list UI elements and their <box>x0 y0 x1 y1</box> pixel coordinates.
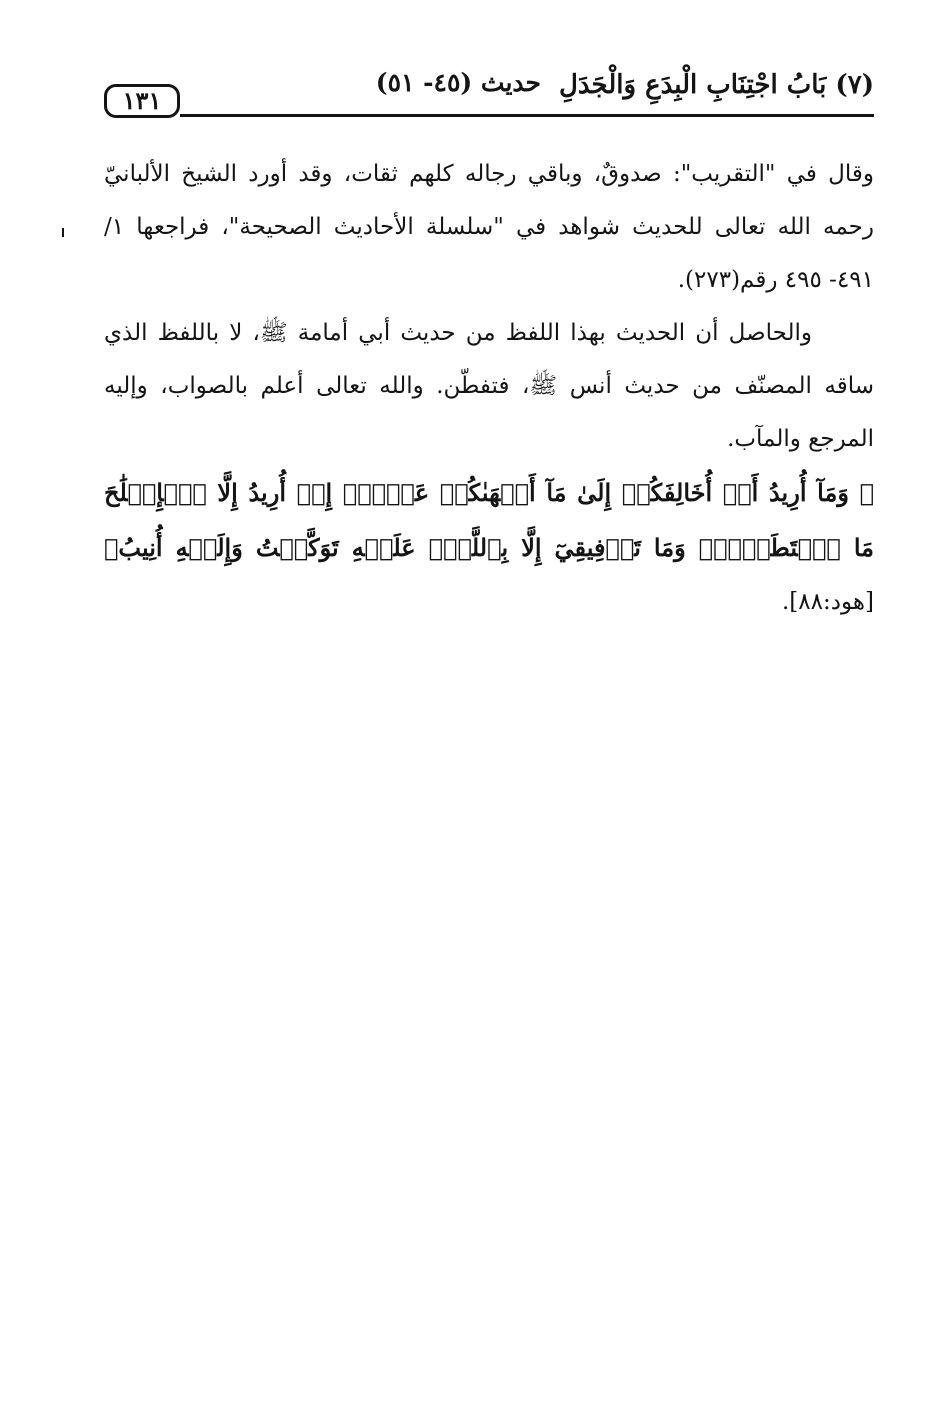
hadith-range: حديث (٤٥- ٥١) <box>375 68 541 97</box>
paragraph-conclusion: والحاصل أن الحديث بهذا اللفظ من حديث أبي أمامة ﷺ، لا باللفظ الذي ساقه المصنّف من حديث أنس ﷺ، فتفطّن. والله تعالى أعلم بالصواب، وإليه المرجع والمآب. <box>104 320 874 452</box>
paragraph-takhrij: وقال في "التقريب": صدوقٌ، وباقي رجاله كلهم ثقات، وقد أورد الشيخ الألبانيّ رحمه الله تعالى للحديث شواهد في "سلسلة الأحاديث الصحيحة"، فراجعها ١/ ٤٩١- ٤٩٥ رقم(٢٧٣). <box>104 161 874 293</box>
quran-verse-block <box>104 466 874 629</box>
quran-verse: ﴿ وَمَآ أُرِيدُ أَنۡ أُخَالِفَكُمۡ إِلَىٰ مَآ أَنۡهَىٰكُمۡ عَنۡهُۚ إِنۡ أُرِيدُ إِلَّا ٱلۡإِصۡلَٰحَ مَا ٱسۡتَطَعۡتُۚ وَمَا تَوۡفِيقِيٓ إِلَّا بِٱللَّهِۚ عَلَيۡهِ تَوَكَّلۡتُ وَإِلَيۡهِ أُنِيبُ﴾ <box>104 478 874 562</box>
page-number: ١٣١ <box>104 84 180 118</box>
margin-mark <box>62 228 64 237</box>
header-divider <box>180 114 874 117</box>
page-body <box>104 148 874 629</box>
page-header <box>104 62 874 124</box>
chapter-title: (٧) بَابُ اجْتِنَابِ الْبِدَعِ وَالْجَدَلِ <box>559 70 874 100</box>
verse-reference: [هود:٨٨]. <box>782 589 874 615</box>
